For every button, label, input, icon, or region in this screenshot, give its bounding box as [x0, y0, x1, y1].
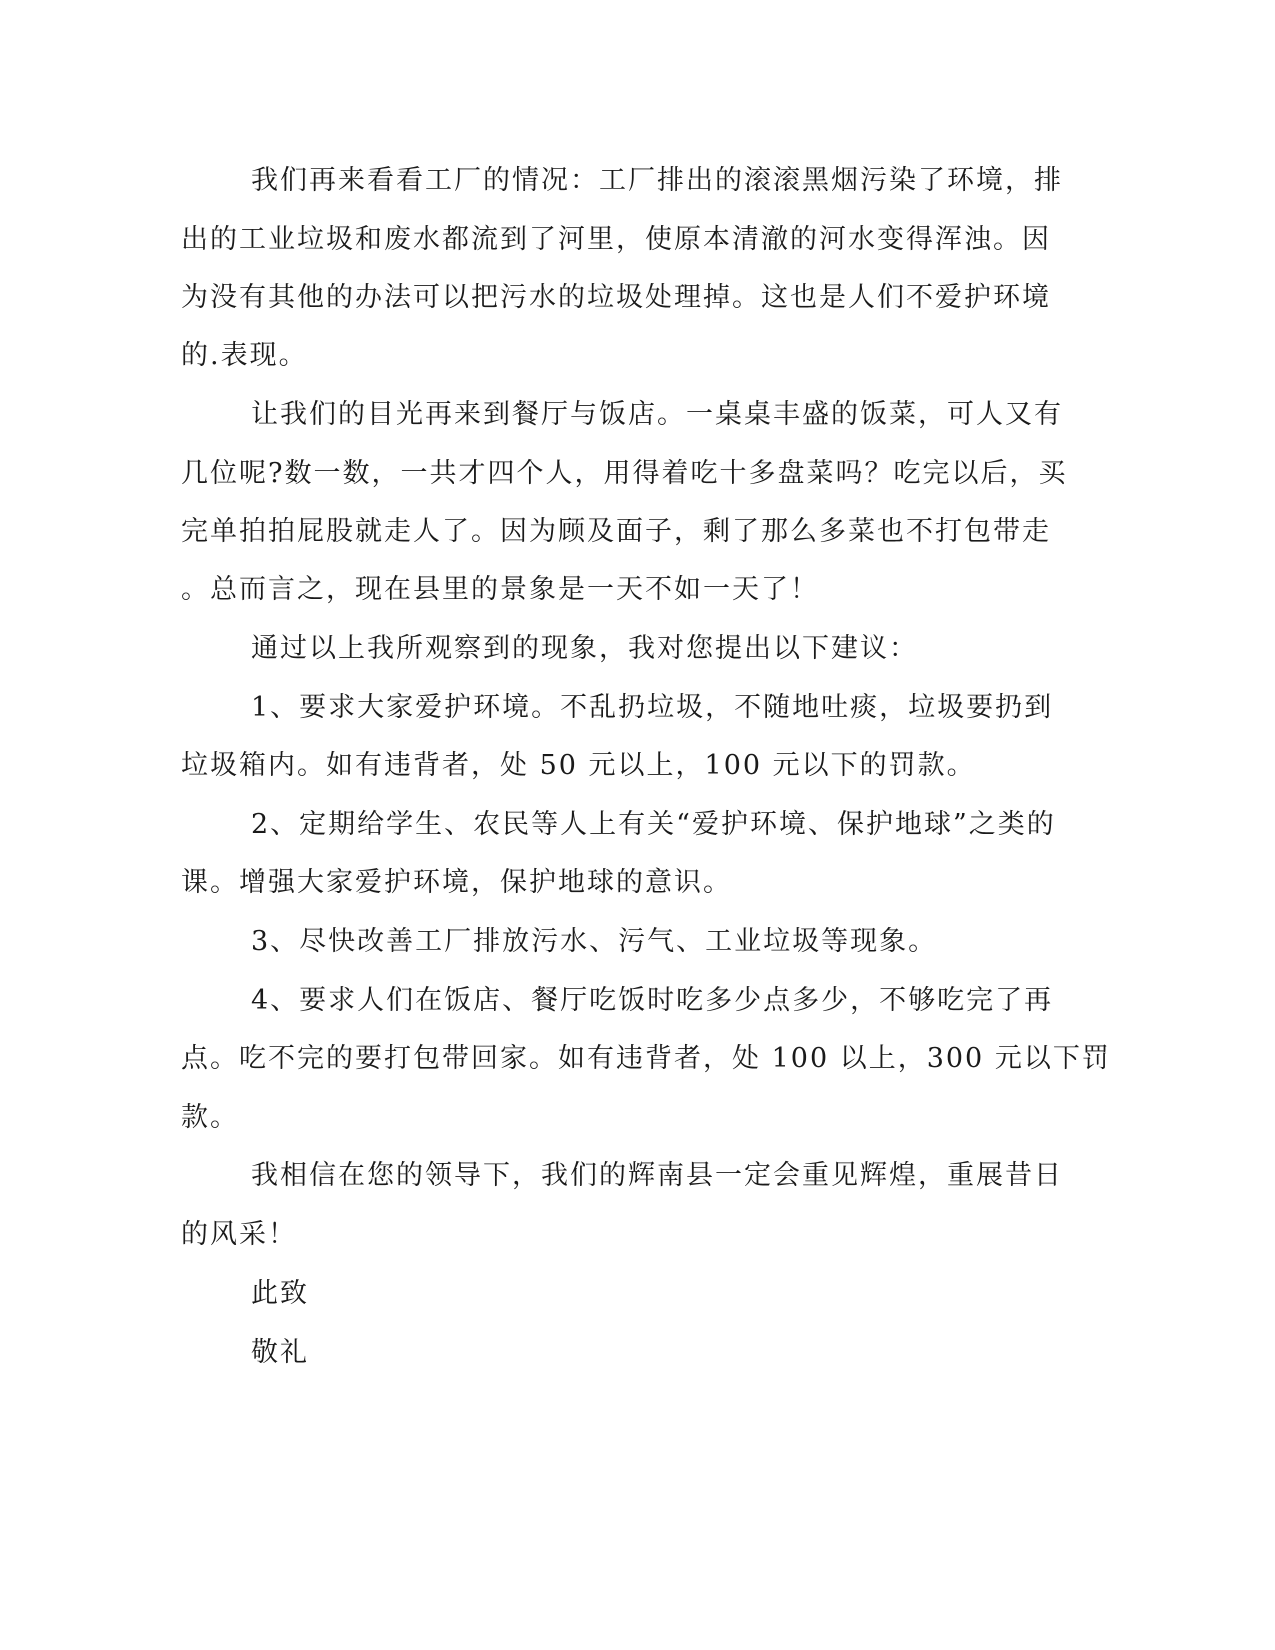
suggestion-4-line-1: 4、要求人们在饭店、餐厅吃饭时吃多少点多少，不够吃完了再: [251, 985, 1054, 1016]
paragraph-factory-line-4: 的.表现。: [181, 340, 308, 371]
salutation-cizhi: 此致: [251, 1278, 309, 1309]
suggestion-4-line-2: 点。吃不完的要打包带回家。如有违背者，处 100 以上，300 元以下罚: [181, 1043, 1111, 1074]
suggestion-1-line-1: 1、要求大家爱护环境。不乱扔垃圾，不随地吐痰，垃圾要扔到: [251, 692, 1054, 723]
paragraph-restaurant-line-2: 几位呢?数一数，一共才四个人，用得着吃十多盘菜吗？吃完以后，买: [181, 458, 1068, 489]
paragraph-factory-line-3: 为没有其他的办法可以把污水的垃圾处理掉。这也是人们不爱护环境: [181, 282, 1051, 313]
paragraph-factory-line-1: 我们再来看看工厂的情况：工厂排出的滚滚黑烟污染了环境，排: [251, 165, 1063, 196]
suggestion-1-line-2: 垃圾箱内。如有违背者，处 50 元以上，100 元以下的罚款。: [181, 750, 976, 781]
salutation-jingli: 敬礼: [251, 1337, 309, 1368]
suggestion-2-line-2: 课。增强大家爱护环境，保护地球的意识。: [181, 867, 732, 898]
suggestion-3-line-1: 3、尽快改善工厂排放污水、污气、工业垃圾等现象。: [251, 926, 938, 957]
paragraph-suggestions-intro: 通过以上我所观察到的现象，我对您提出以下建议：: [251, 633, 918, 664]
paragraph-factory-line-2: 出的工业垃圾和废水都流到了河里，使原本清澈的河水变得浑浊。因: [181, 224, 1051, 255]
paragraph-restaurant-line-1: 让我们的目光再来到餐厅与饭店。一桌桌丰盛的饭菜，可人又有: [251, 399, 1063, 430]
suggestion-4-line-3: 款。: [181, 1102, 239, 1133]
closing-paragraph-line-1: 我相信在您的领导下，我们的辉南县一定会重见辉煌，重展昔日: [251, 1160, 1063, 1191]
paragraph-restaurant-line-4: 。总而言之，现在县里的景象是一天不如一天了！: [181, 574, 819, 605]
closing-paragraph-line-2: 的风采！: [181, 1219, 297, 1250]
paragraph-restaurant-line-3: 完单拍拍屁股就走人了。因为顾及面子，剩了那么多菜也不打包带走: [181, 516, 1051, 547]
suggestion-2-line-1: 2、定期给学生、农民等人上有关“爱护环境、保护地球”之类的: [251, 809, 1056, 840]
